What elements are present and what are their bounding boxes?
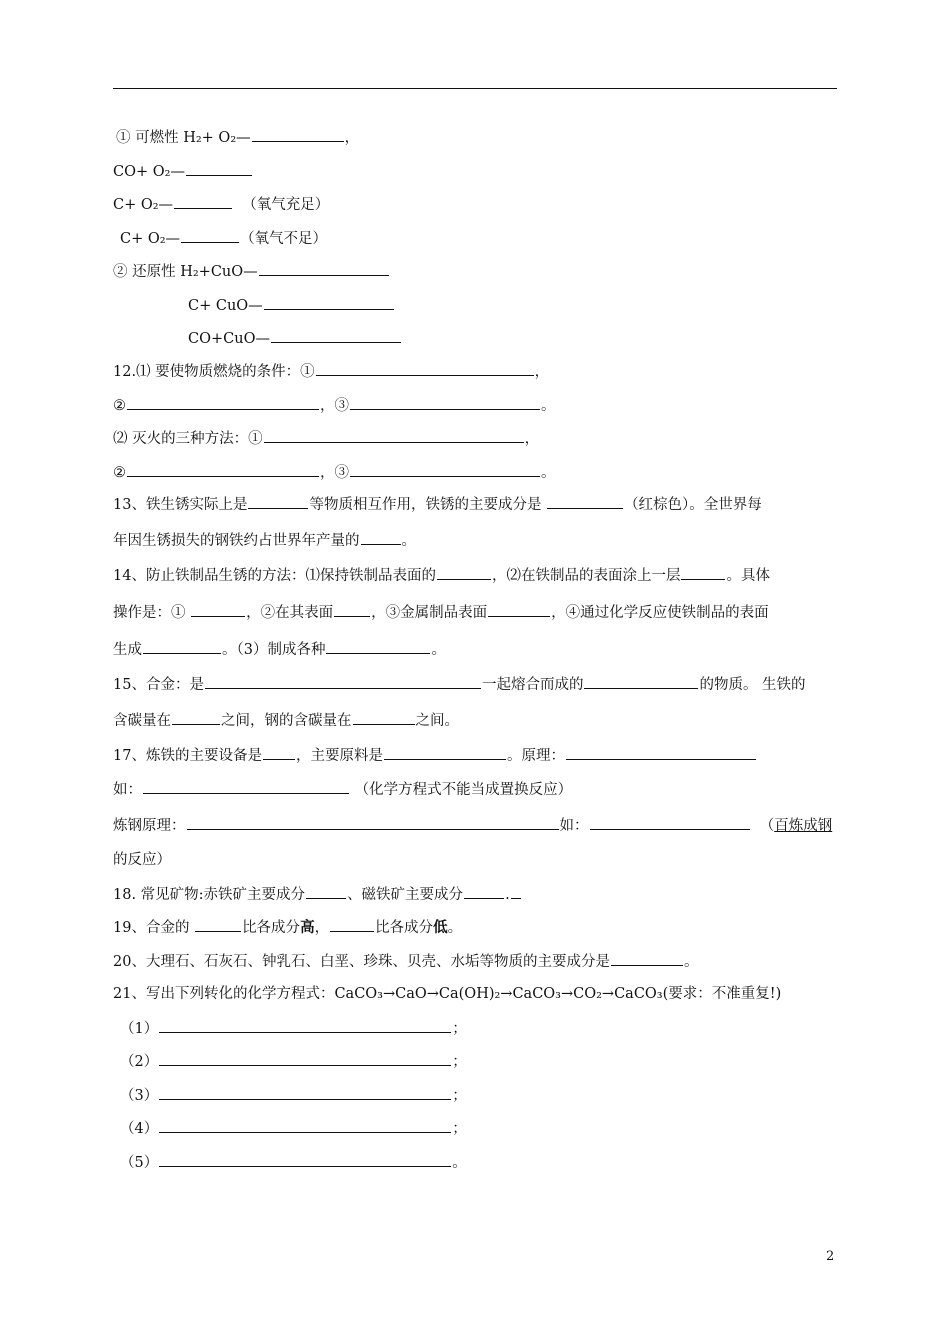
answer-blank[interactable] <box>159 1118 451 1133</box>
answer-blank[interactable] <box>330 917 374 932</box>
q21-title: 21、写出下列转化的化学方程式：CaCO₃→CaO→Ca(OH)₂→CaCO₃→CO₂→CaCO₃(要求：不准重复!) <box>113 986 782 1002</box>
answer-blank[interactable] <box>172 710 220 725</box>
answer-blank[interactable] <box>264 295 394 310</box>
answer-blank[interactable] <box>566 745 756 760</box>
answer-blank[interactable] <box>159 1018 451 1033</box>
answer-blank[interactable] <box>334 602 370 617</box>
answer-blank[interactable] <box>264 428 524 443</box>
q17-line4: 的反应） <box>113 852 171 868</box>
answer-blank[interactable] <box>259 261 389 276</box>
answer-blank[interactable] <box>143 639 221 654</box>
q11-co-cuo: CO+CuO— <box>188 328 402 349</box>
answer-blank[interactable] <box>159 1085 451 1100</box>
q17-line3: 炼钢原理： 如： （百炼成钢 <box>113 815 832 836</box>
q14-line1: 14、防止铁制品生锈的方法：⑴保持铁制品表面的 ，⑵在铁制品的表面涂上一层 。具体 <box>113 565 770 586</box>
answer-blank[interactable] <box>350 462 540 477</box>
q11-c-o2-limited: C+ O₂— （氧气不足） <box>120 228 327 249</box>
answer-blank[interactable] <box>547 494 623 509</box>
answer-blank[interactable] <box>263 745 295 760</box>
q12-line3: ⑵ 灭火的三种方法：① ， <box>113 428 539 449</box>
answer-blank[interactable] <box>384 745 506 760</box>
answer-blank[interactable] <box>681 565 725 580</box>
answer-blank[interactable] <box>127 462 319 477</box>
q11-c-o2-full: C+ O₂— （氧气充足） <box>113 194 329 215</box>
answer-blank[interactable] <box>590 815 750 830</box>
q21-item: （2） ； <box>120 1051 467 1072</box>
answer-blank[interactable] <box>464 884 504 899</box>
answer-blank[interactable] <box>584 674 698 689</box>
q12-line2: ② ，③ 。 <box>113 395 556 416</box>
q15-line2: 含碳量在 之间，钢的含碳量在 之间。 <box>113 710 459 731</box>
answer-blank[interactable] <box>511 884 521 899</box>
answer-blank[interactable] <box>488 602 550 617</box>
q11-co-o2: CO+ O₂— <box>113 161 253 182</box>
answer-blank[interactable] <box>181 228 239 243</box>
answer-blank[interactable] <box>350 395 540 410</box>
q21-item: （3） ； <box>120 1085 467 1106</box>
answer-blank[interactable] <box>174 194 232 209</box>
answer-blank[interactable] <box>159 1152 451 1167</box>
q11-reducibility: ② 还原性 H₂+CuO— <box>113 261 390 282</box>
answer-blank[interactable] <box>306 884 346 899</box>
q17-line1: 17、炼铁的主要设备是 ，主要原料是 。原理： <box>113 745 757 766</box>
answer-blank[interactable] <box>611 951 683 966</box>
page-number: 2 <box>826 1249 835 1264</box>
answer-blank[interactable] <box>127 395 319 410</box>
q13-line2: 年因生锈损失的钢铁约占世界年产量的 。 <box>113 530 416 551</box>
q11-c-cuo: C+ CuO— <box>188 295 395 316</box>
header-rule <box>113 88 837 89</box>
q21-item: （1） ； <box>120 1018 467 1039</box>
q15-line1: 15、合金：是 一起熔合而成的 的物质。 生铁的 <box>113 674 806 695</box>
answer-blank[interactable] <box>159 1051 451 1066</box>
answer-blank[interactable] <box>316 361 534 376</box>
q18: 18. 常见矿物:赤铁矿主要成分 、磁铁矿主要成分 . <box>113 884 522 905</box>
q11-flammability: ① 可燃性 H₂+ O₂— ， <box>116 127 359 148</box>
answer-blank[interactable] <box>353 710 415 725</box>
answer-blank[interactable] <box>187 815 559 830</box>
answer-blank[interactable] <box>361 530 401 545</box>
q21-item: （5） 。 <box>120 1152 467 1173</box>
answer-blank[interactable] <box>248 494 308 509</box>
answer-blank[interactable] <box>195 917 241 932</box>
answer-blank[interactable] <box>271 328 401 343</box>
q20: 20、大理石、石灰石、钟乳石、白垩、珍珠、贝壳、水垢等物质的主要成分是 。 <box>113 951 698 972</box>
q14-line2: 操作是：① ，②在其表面 ，③金属制品表面 ，④通过化学反应使铁制品的表面 <box>113 602 769 623</box>
answer-blank[interactable] <box>186 161 252 176</box>
answer-blank[interactable] <box>205 674 481 689</box>
q13-line1: 13、铁生锈实际上是 等物质相互作用，铁锈的主要成分是 （红棕色）。全世界每 <box>113 494 762 515</box>
answer-blank[interactable] <box>326 639 430 654</box>
q17-line2: 如： （化学方程式不能当成置换反应） <box>113 779 572 800</box>
answer-blank[interactable] <box>437 565 491 580</box>
q14-line3: 生成 。（3）制成各种 。 <box>113 639 446 660</box>
q19: 19、合金的 比各成分高， 比各成分低。 <box>113 919 463 936</box>
answer-blank[interactable] <box>252 127 344 142</box>
q21-item: （4） ； <box>120 1118 467 1139</box>
q12-line4: ② ，③ 。 <box>113 462 556 483</box>
answer-blank[interactable] <box>143 779 349 794</box>
q12-line1: 12.⑴ 要使物质燃烧的条件：① ， <box>113 361 549 382</box>
answer-blank[interactable] <box>191 602 245 617</box>
